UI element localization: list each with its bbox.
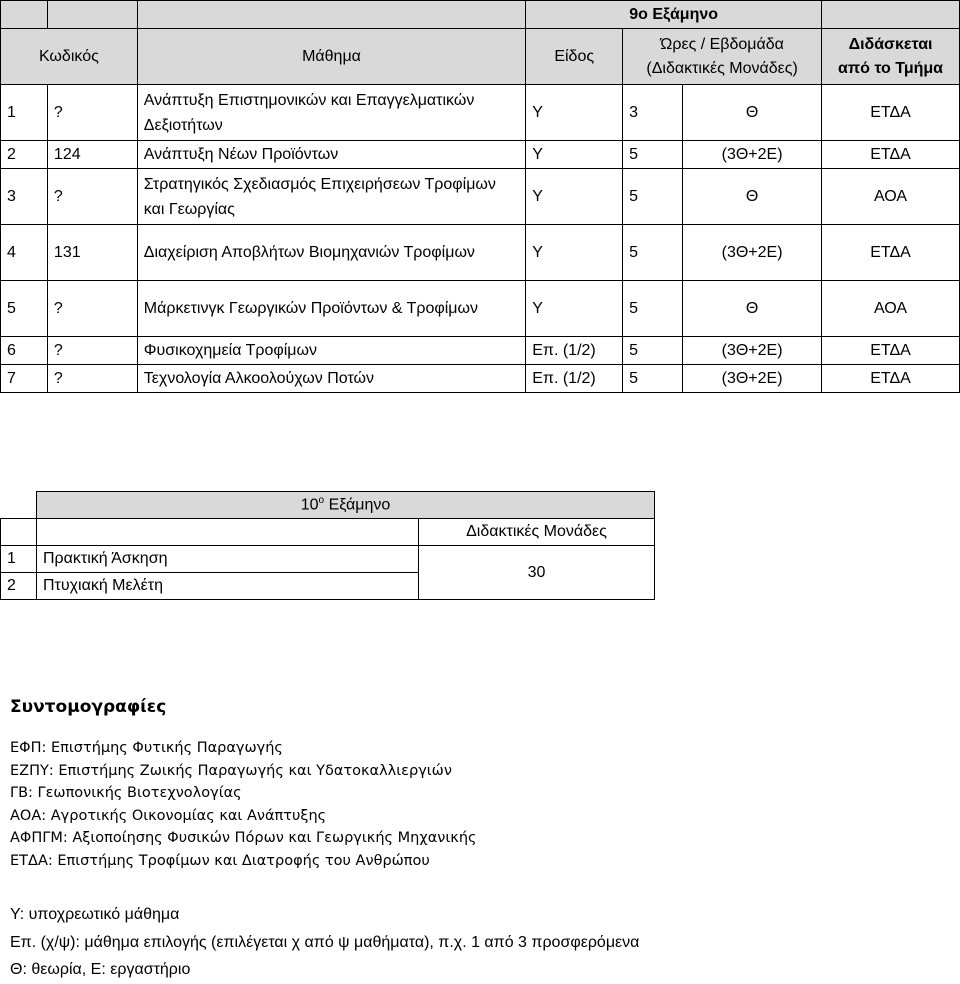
header-hours: Ώρες / Εβδομάδα (Διδακτικές Μονάδες) [623, 29, 822, 85]
list-item: ΑΟΑ: Αγροτικής Οικονομίας και Ανάπτυξης [10, 807, 327, 824]
abbreviations-title: Συντομογραφίες [10, 697, 167, 717]
list-item: ΕΦΠ: Επιστήμης Φυτικής Παραγωγής [10, 740, 283, 756]
list-item: ΕΤΔΑ: Επιστήμης Τροφίμων και Διατροφής του Ανθρώπου [10, 852, 430, 869]
abbreviations-list [10, 737, 477, 872]
header-department: Διδάσκεται από το Τμήμα [822, 29, 960, 85]
table-row: 2 Πτυχιακή Μελέτη [1, 573, 655, 600]
table-row: 4 131 Διαχείριση Αποβλήτων Βιομηχανιών Τροφίμων Υ 5 (3Θ+2Ε) ΕΤΔΑ [1, 225, 960, 281]
list-item: Θ: θεωρία, Ε: εργαστήριο [10, 961, 191, 978]
list-item: ΑΦΠΓΜ: Αξιοποίησης Φυσικών Πόρων και Γεωργικής Μηχανικής [10, 830, 477, 846]
table-row: 5 ? Μάρκετινγκ Γεωργικών Προϊόντων & Τροφίμων Υ 5 Θ ΑΟΑ [1, 281, 960, 337]
semester-9-table [0, 0, 960, 393]
table-row: 3 ? Στρατηγικός Σχεδιασμός Επιχειρήσεων Τροφίμων και Γεωργίας Υ 5 Θ ΑΟΑ [1, 169, 960, 225]
list-item: ΓΒ: Γεωπονικής Βιοτεχνολογίας [10, 785, 242, 801]
semester-9-title: 9ο Εξάμηνο [526, 1, 822, 29]
header-type: Είδος [526, 29, 623, 85]
units-value: 30 [419, 546, 655, 600]
table-row: 1 ? Ανάπτυξη Επιστημονικών και Επαγγελματικών Δεξιοτήτων Υ 3 Θ ΕΤΔΑ [1, 85, 960, 141]
list-item: Υ: υποχρεωτικό μάθημα [10, 906, 180, 923]
table-row: 1 Πρακτική Άσκηση 30 [1, 546, 655, 573]
table-row: 2 124 Ανάπτυξη Νέων Προϊόντων Υ 5 (3Θ+2Ε) ΕΤΔΑ [1, 141, 960, 169]
header-course: Μάθημα [137, 29, 525, 85]
list-item: Επ. (χ/ψ): μάθημα επιλογής (επιλέγεται χ από ψ μαθήματα), π.χ. 1 από 3 προσφερόμενα [10, 933, 640, 951]
legend-list [10, 901, 639, 984]
list-item: ΕΖΠΥ: Επιστήμης Ζωικής Παραγωγής και Υδατοκαλλιεργιών [10, 762, 452, 779]
header-code: Κωδικός [1, 29, 138, 85]
table-row: 7 ? Τεχνολογία Αλκοολούχων Ποτών Επ. (1/2) 5 (3Θ+2Ε) ΕΤΔΑ [1, 365, 960, 393]
units-header: Διδακτικές Μονάδες [419, 519, 655, 546]
semester-10-title: $10^o$ Εξάμηνο [37, 492, 655, 519]
semester-10-table [0, 491, 655, 600]
table-row: 6 ? Φυσικοχημεία Τροφίμων Επ. (1/2) 5 (3Θ+2Ε) ΕΤΔΑ [1, 337, 960, 365]
